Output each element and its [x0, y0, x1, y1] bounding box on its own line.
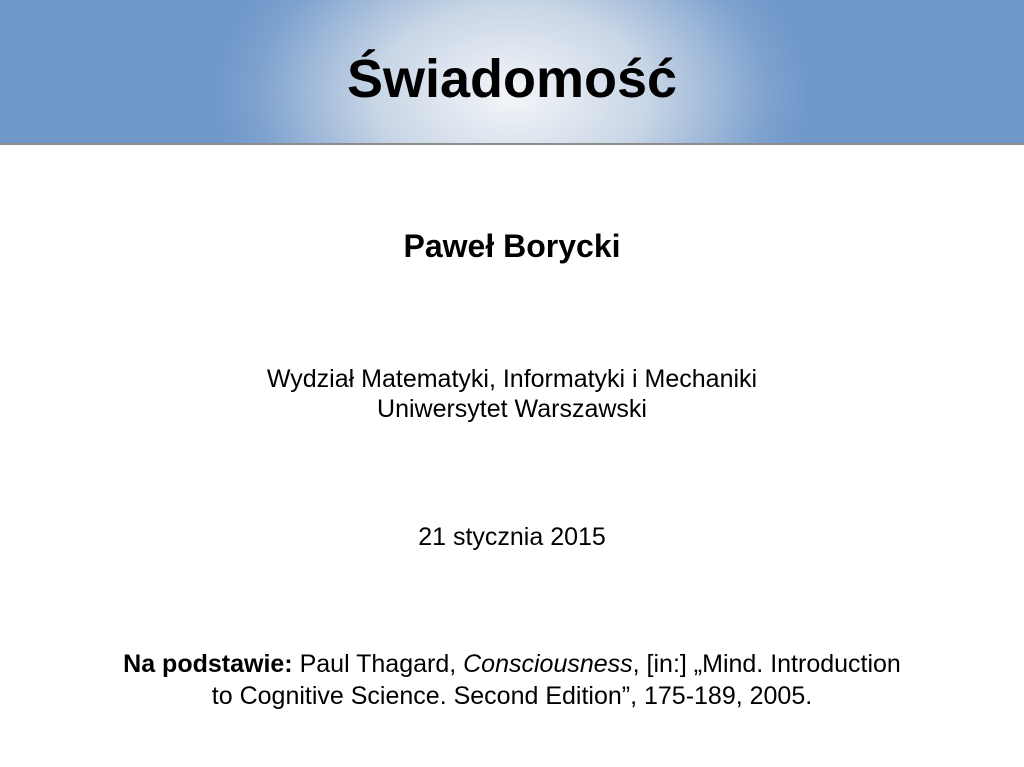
source-label: Na podstawie: [123, 650, 293, 678]
affiliation [0, 364, 1024, 424]
title-banner [0, 0, 1024, 145]
affiliation-faculty: Wydział Matematyki, Informatyki i Mechaniki [266, 365, 758, 393]
affiliation-university: Uniwersytet Warszawski [377, 395, 647, 423]
presentation-date: 21 stycznia 2015 [418, 523, 606, 551]
source-citation [30, 648, 994, 712]
source-author: Paul Thagard, [292, 650, 464, 678]
source-line-1-rest: , [in:] „Mind. Introduction [632, 650, 901, 678]
author-name: Paweł Borycki [403, 228, 621, 264]
source-line-1 [30, 648, 994, 680]
source-work-title: Consciousness [463, 650, 633, 678]
source-line-2: to Cognitive Science. Second Edition”, 175-189, 2005. [211, 682, 813, 710]
slide-title: Świadomość [346, 49, 678, 109]
